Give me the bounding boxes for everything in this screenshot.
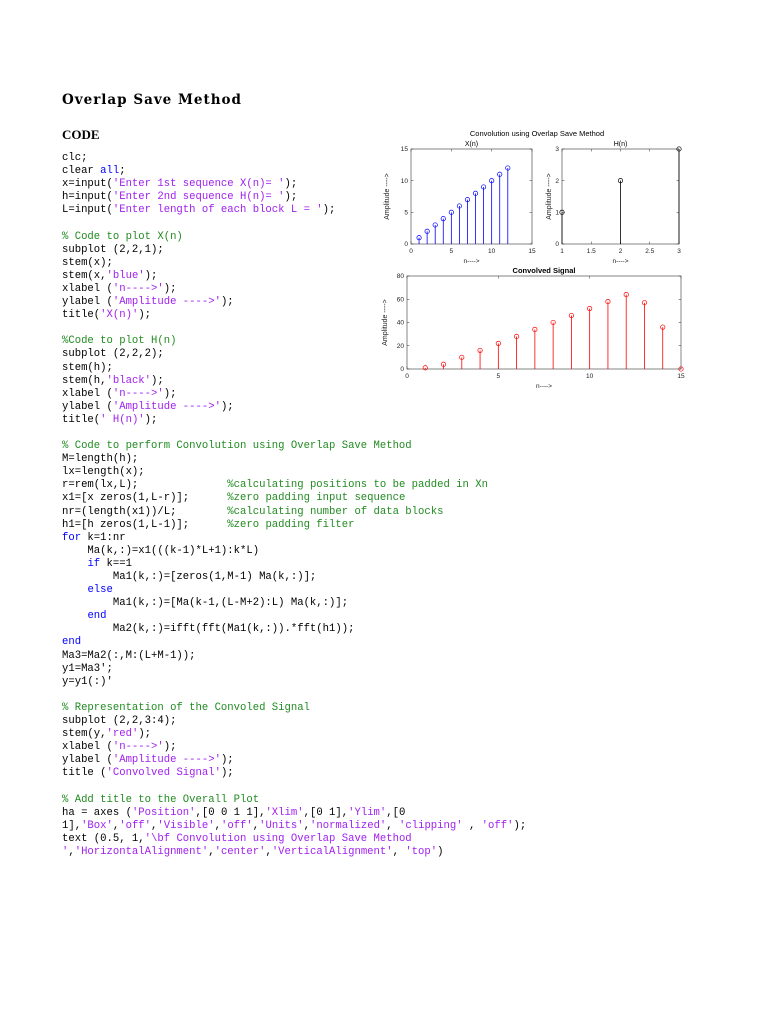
code-token: ' H(n)' [100,413,145,426]
code-token: 'Units' [259,819,304,832]
code-token: %Code to plot H(n) [62,335,177,348]
code-line [62,584,113,596]
code-token: L=input( [62,204,113,217]
code-token: 1], [62,819,82,832]
code-line [62,348,164,360]
code-token: r=rem(lx,L); [62,479,228,492]
code-line [62,401,234,413]
code-token: stem(x, [62,269,107,282]
code-token: ylabel ( [62,296,113,309]
y-tick-label: 5 [404,209,408,217]
code-token: Ma1(k,:)=[Ma(k-1,(L-M+2):L) Ma(k,:)]; [62,597,349,610]
y-tick-label: 15 [400,146,408,154]
code-token: subplot (2,2,2); [62,348,164,361]
code-token: % Code to plot X(n) [62,230,183,243]
code-line [62,833,412,845]
x-tick-label: 10 [586,373,594,380]
code-token: ); [144,269,158,282]
code-token: ha = axes ( [62,806,132,819]
code-line [62,663,113,675]
code-line [62,375,164,387]
code-token: subplot (2,2,1); [62,243,164,256]
plot-title: Convolved Signal [512,266,576,275]
code-token: all [100,165,120,178]
code-line [62,335,176,347]
code-token: 'Ylim' [348,806,387,819]
code-token: Ma3=Ma2(:,M:(L+M-1)); [62,649,196,662]
code-token: stem(h); [62,361,113,374]
x-tick-label: 5 [449,248,454,255]
plot-convolved-signal [382,266,685,390]
code-line [62,466,145,478]
code-line [62,794,259,806]
code-token: % Add title to the Overall Plot [62,793,260,806]
x-tick-label: 10 [488,248,496,255]
code-token: , [265,845,272,858]
code-line [62,728,151,740]
code-token [62,610,87,622]
code-line [62,715,176,727]
x-tick-label: 1.5 [586,248,596,255]
code-line [62,296,234,308]
code-token: ); [220,767,234,780]
code-line [62,623,354,635]
code-token: , [303,819,310,832]
code-token: lx=length(x); [62,466,145,479]
code-token: ); [138,728,152,741]
y-tick-label: 60 [396,296,404,304]
code-token: clear [62,165,101,178]
code-token: ); [220,754,234,767]
code-token: %zero padding input sequence [227,492,406,505]
y-tick-label: 20 [396,342,404,350]
code-token: ); [220,400,234,413]
code-line [62,676,113,688]
code-line [62,650,196,662]
code-token: ); [163,387,177,400]
code-token: Ma1(k,:)=[zeros(1,M-1) Ma(k,:)]; [62,571,317,583]
code-token: ylabel ( [62,400,113,413]
code-token: , [386,819,400,832]
code-token: ); [163,741,177,754]
code-token: ,[0 1], [303,806,349,819]
code-line [62,492,405,504]
code-line [62,754,234,766]
code-token: end [87,610,107,623]
code-line [62,532,126,544]
code-line [62,702,310,714]
code-token: M=length(h); [62,453,139,466]
code-token: 'clipping' [399,819,463,832]
code-token: ,[0 [386,806,406,819]
code-token: xlabel ( [62,387,113,400]
code-token: , [214,819,221,832]
code-token: 'top' [405,845,438,858]
code-token: k=1:nr [81,531,126,544]
x-tick-label: 3 [677,248,681,255]
code-line [62,204,335,216]
code-token: 'Amplitude ---->' [112,754,221,767]
code-token: 'Xlim' [265,806,304,819]
code-token: %calculating positions to be padded in Xn [227,479,488,492]
code-token: if [87,557,101,570]
code-token: ); [322,204,336,217]
code-line [62,231,183,243]
code-line [62,244,164,256]
code-token: for [62,531,82,544]
x-tick-label: 2.5 [645,248,655,255]
x-tick-label: 2 [618,248,623,255]
code-token: 'X(n)' [100,309,139,322]
matlab-figure [365,125,695,400]
code-token: clc; [62,152,88,164]
y-tick-label: 10 [400,177,408,185]
code-token: 'Enter 1st sequence X(n)= ' [112,178,285,191]
y-axis-label: Amplitude ----> [546,173,553,220]
code-token: title( [62,309,101,322]
code-token: 'off' [119,819,152,832]
code-token: , [68,845,75,858]
x-axis-label: n----> [463,258,480,265]
x-tick-label: 0 [405,373,409,380]
y-tick-label: 80 [396,273,404,281]
x-tick-label: 1 [560,248,564,255]
x-tick-label: 15 [677,373,685,380]
code-token: ' [62,845,69,858]
code-token: h1=[h zeros(1,L-1)]; [62,518,228,531]
code-line [62,453,138,465]
code-token: title ( [62,767,107,780]
code-line [62,558,132,570]
y-axis-label: Amplitude ----> [384,173,391,220]
y-tick-label: 0 [400,366,404,374]
code-line [62,283,176,295]
y-axis-label: Amplitude ----> [382,299,389,346]
code-token: 'Visible' [157,819,215,832]
code-line [62,309,151,321]
y-tick-label: 0 [404,241,408,249]
code-token: ); [151,374,164,387]
code-token: end [62,636,82,649]
code-token: '\bf Convolution using Overlap Save Method [144,832,412,845]
code-token: , [208,845,215,858]
code-token [62,584,87,596]
code-token: subplot (2,2,3:4); [62,715,177,728]
code-token: ,[0 0 1 1], [195,806,266,819]
code-token: 'n---->' [112,282,164,295]
code-token: y1=Ma3'; [62,662,113,675]
code-line [62,165,126,177]
code-token: 'Enter length of each block L = ' [112,204,323,217]
code-line [62,519,354,531]
x-tick-label: 5 [496,373,501,380]
code-token: 'Enter 2nd sequence H(n)= ' [112,191,285,204]
axes-box [407,276,681,369]
page-title: Overlap Save Method [62,92,242,108]
code-line [62,479,488,491]
code-token: 'HorizontalAlignment' [74,845,209,858]
code-line [62,506,443,518]
code-token: Ma2(k,:)=ifft(fft(Ma1(k,:)).*fft(h1)); [62,623,355,636]
axes-box [411,149,532,244]
y-tick-label: 1 [555,209,559,217]
code-token [62,558,87,570]
code-token: 'VerticalAlignment' [271,845,393,858]
code-token: 'center' [214,845,266,858]
code-token: % Code to perform Convolution using Overlap Save Method [62,440,412,453]
x-tick-label: 15 [528,248,536,255]
code-line [62,191,297,203]
code-token: , [392,845,406,858]
code-line [62,820,526,832]
code-token: x=input( [62,178,113,191]
code-token: ); [144,413,158,426]
code-token: x1=[x zeros(1,L-r)]; [62,492,228,505]
code-token: ); [284,178,298,191]
code-line [62,178,297,190]
code-token: ylabel ( [62,754,113,767]
code-token: 'Position' [131,806,196,819]
code-line [62,388,176,400]
code-token: 'n---->' [112,741,164,754]
code-line [62,767,234,779]
code-token: %zero padding filter [227,518,355,531]
code-line [62,597,348,609]
code-token: stem(y, [62,728,107,741]
code-line [62,152,87,164]
figure-suptitle: Convolution using Overlap Save Method [469,129,605,138]
code-token: xlabel ( [62,282,113,295]
y-tick-label: 2 [555,177,559,185]
code-token: ); [513,819,527,832]
code-token: ); [163,282,177,295]
code-token: 'off' [481,819,514,832]
code-token: ); [138,309,152,322]
plot-title: X(n) [464,141,479,148]
code-token: , [112,819,120,832]
x-axis-label: n----> [535,383,553,390]
y-tick-label: 40 [396,319,404,327]
code-line [62,414,157,426]
code-token: stem(h, [62,374,107,387]
code-token: 'red' [106,728,139,741]
code-line [62,846,443,858]
code-token: k==1 [100,557,132,570]
code-token: else [87,584,113,597]
x-tick-label: 0 [409,248,413,255]
code-line [62,610,107,622]
code-token: nr=(length(x1))/L; [62,505,228,518]
code-token: y=y1(:)' [62,675,113,688]
code-token: 'Box' [81,819,113,832]
code-token: h=input( [62,191,113,204]
code-token: 'Amplitude ---->' [112,296,221,309]
code-token: 'off' [220,819,253,832]
code-token: % Representation of the Convoled Signal [62,701,310,714]
code-token: 'blue' [106,269,145,282]
plot-x-n [384,141,536,265]
code-token: 'n---->' [112,387,164,400]
y-tick-label: 0 [555,241,559,249]
code-token: 'normalized' [310,819,387,832]
code-token: text (0.5, 1, [62,832,145,845]
code-line [62,571,316,583]
code-token: , [462,819,482,832]
code-token: xlabel ( [62,741,113,754]
code-line [62,270,157,282]
code-line [62,636,81,648]
code-token: , [151,819,158,832]
code-token: 'black' [106,374,152,387]
code-token: , [252,819,260,832]
code-token: ; [119,165,126,178]
code-section-heading: CODE [62,127,100,142]
code-token: %calculating number of data blocks [227,505,444,518]
code-line [62,741,176,753]
code-line [62,807,405,819]
x-axis-label: n----> [612,258,629,265]
y-tick-label: 3 [555,146,559,154]
code-line [62,440,412,452]
plot-title: H(n) [613,141,628,148]
code-token: stem(x); [62,256,113,269]
code-token: Ma(k,:)=x1(((k-1)*L+1):k*L) [62,544,260,557]
plot-h-n [546,141,681,265]
code-token: 'Convolved Signal' [106,767,221,780]
code-token: title( [62,413,101,426]
code-token: ); [284,191,298,204]
code-token: ); [220,296,234,309]
code-line [62,362,113,374]
code-line [62,545,259,557]
code-token: ) [437,845,444,858]
code-token: 'Amplitude ---->' [112,400,221,413]
code-line [62,257,113,269]
